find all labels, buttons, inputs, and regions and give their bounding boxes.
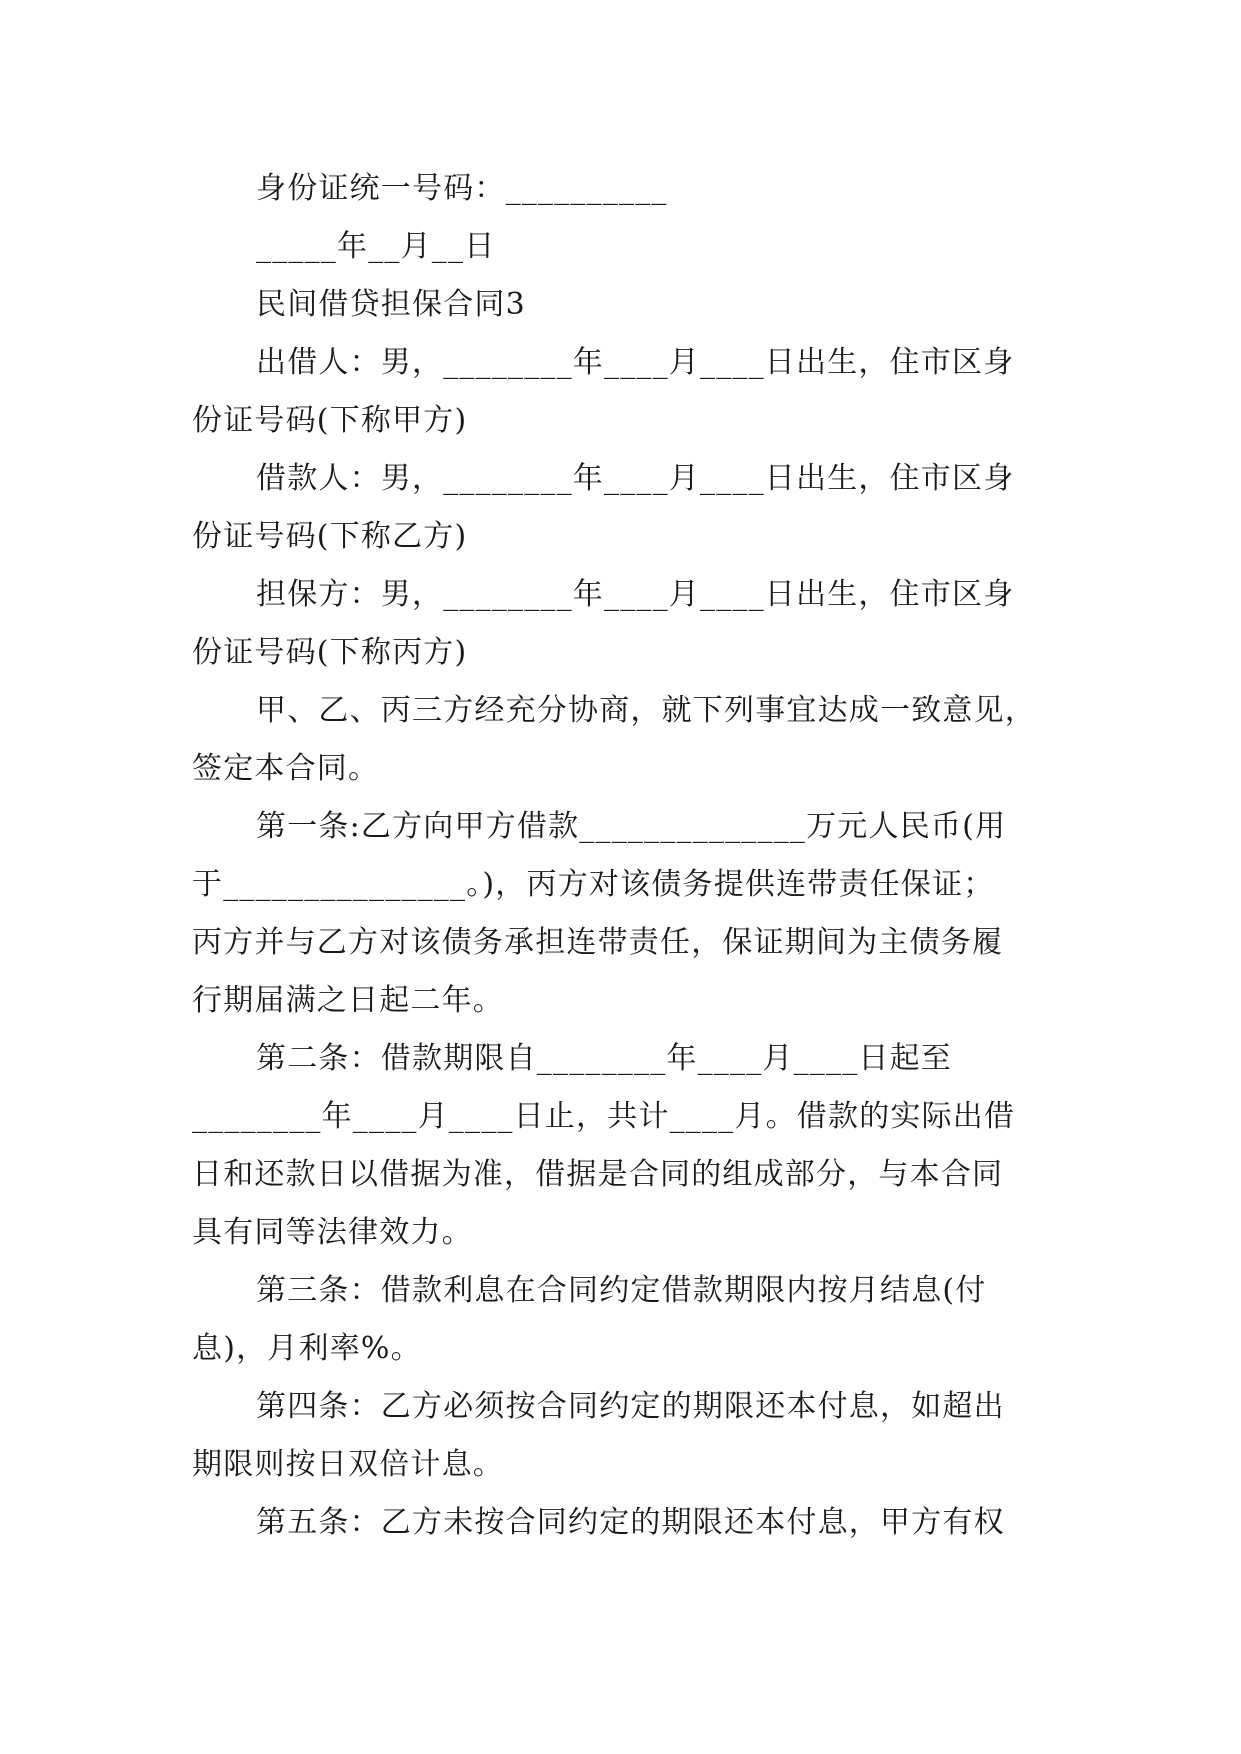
document-body [192, 160, 1050, 1552]
article-1-cont-3: 行期届满之日起二年。 [192, 983, 504, 1018]
agreement-paragraph: 甲、乙、丙三方经充分协商，就下列事宜达成一致意见， [256, 693, 1036, 728]
borrower-line: 借款人：男，________年____月____日出生，住市区身 [256, 461, 1015, 496]
article-4-cont: 期限则按日双倍计息。 [192, 1447, 504, 1482]
article-4: 第四条：乙方必须按合同约定的期限还本付息，如超出 [256, 1389, 1005, 1424]
guarantor-line: 担保方：男，________年____月____日出生，住市区身 [256, 577, 1015, 612]
article-2-cont-1: ________年____月____日止，共计____月。借款的实际出借 [192, 1099, 1016, 1134]
date-line: _____年__月__日 [256, 229, 496, 264]
article-2-cont-3: 具有同等法律效力。 [192, 1215, 473, 1250]
article-5: 第五条：乙方未按合同约定的期限还本付息，甲方有权 [256, 1505, 1005, 1540]
article-3: 第三条：借款利息在合同约定借款期限内按月结息(付 [256, 1273, 987, 1308]
borrower-line-cont: 份证号码(下称乙方) [192, 519, 468, 554]
article-1: 第一条:乙方向甲方借款______________万元人民币(用 [256, 809, 1007, 844]
lender-line-cont: 份证号码(下称甲方) [192, 403, 468, 438]
contract-title: 民间借贷担保合同3 [256, 287, 526, 322]
article-1-cont-1: 于_______________。)，丙方对该债务提供连带责任保证； [192, 867, 995, 902]
article-2: 第二条：借款期限自________年____月____日起至 [256, 1041, 952, 1076]
article-3-cont: 息)，月利率%。 [192, 1331, 422, 1366]
guarantor-line-cont: 份证号码(下称丙方) [192, 635, 468, 670]
agreement-paragraph-cont: 签定本合同。 [192, 751, 380, 786]
article-1-cont-2: 丙方并与乙方对该债务承担连带责任，保证期间为主债务履 [192, 925, 1004, 960]
lender-line: 出借人：男，________年____月____日出生，住市区身 [256, 345, 1015, 380]
id-number-line: 身份证统一号码：__________ [256, 171, 668, 206]
article-2-cont-2: 日和还款日以借据为准，借据是合同的组成部分，与本合同 [192, 1157, 1004, 1192]
